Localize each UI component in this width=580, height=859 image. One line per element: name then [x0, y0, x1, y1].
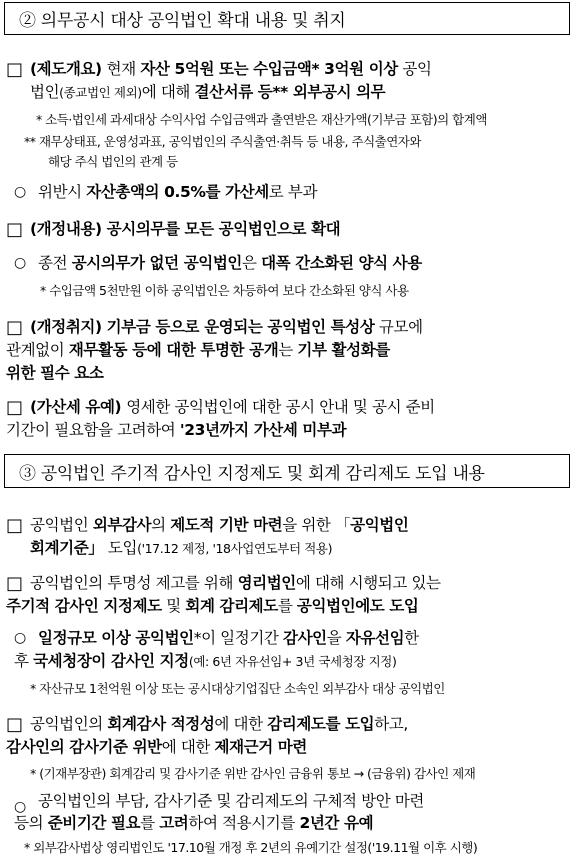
- text-run: 주기적 감사인 지정제도: [6, 597, 162, 615]
- text-run: 법인: [30, 83, 60, 101]
- text-run: 회계기준」: [30, 539, 104, 557]
- text-run: 한: [404, 629, 419, 647]
- section-3-title: ③ 공익법인 주기적 감사인 지정제도 및 회계 감리제도 도입 내용: [19, 463, 485, 484]
- square-bullet: □: [6, 59, 23, 80]
- section-2-title: ② 의무공시 대상 공익법인 확대 내용 및 취지: [19, 11, 346, 31]
- text-run: 에 대해: [141, 83, 195, 101]
- text-run: 제재근거 마련: [214, 738, 307, 756]
- text-run: 외부감사: [92, 516, 152, 534]
- text-run: 대폭 간소화된 양식 사용: [261, 254, 422, 272]
- text-run: (개정내용): [30, 220, 107, 238]
- text-run: '23년까지 가산세 미부과: [179, 421, 347, 439]
- text-run: ('17.12 제정, '18사업연도부터 적용): [137, 541, 333, 556]
- s3-item2-line2: [6, 595, 419, 618]
- text-run: 자산 5억원 또는 수입금액: [140, 60, 312, 78]
- text-run: 회계 감리제도: [185, 597, 278, 615]
- text-run: *: [311, 60, 325, 78]
- text-run: 는: [278, 341, 298, 359]
- text-run: 재무활동 등에 대한 투명한 공개: [68, 341, 279, 359]
- s3-item3-line2: [14, 650, 396, 673]
- circle-bullet: ○: [14, 184, 26, 200]
- s2-item1-note2a: ** 재무상태표, 운영성과표, 공익법인의 주식출연·취득 등 내용, 주식출연자와: [24, 134, 421, 149]
- text-run: 2년간 유예: [299, 814, 374, 832]
- text-run: 및: [161, 597, 186, 615]
- text-run: 공익법인: [350, 516, 409, 534]
- text-run: 하고,: [374, 715, 408, 733]
- text-run: 영리법인: [237, 574, 296, 592]
- text-run: (가산세 유예): [30, 398, 127, 416]
- text-run: 을 위한 「: [282, 516, 351, 534]
- text-run: 종전: [38, 254, 72, 272]
- text-run: (제도개요): [30, 60, 107, 78]
- text-run: *이 일정기간: [193, 629, 284, 647]
- s2-item1-note2b: 해당 주식 법인의 관계 등: [48, 154, 178, 169]
- text-run: 에 대해 시행되고 있는: [295, 574, 441, 592]
- text-run: 위반시: [38, 183, 87, 201]
- text-run: 기간이 필요함을 고려하여: [6, 421, 180, 439]
- text-run: 의: [151, 516, 171, 534]
- s3-item4-line1: [30, 713, 408, 736]
- s3-item5-line1: [38, 790, 424, 813]
- s2-item4-note: * 수입금액 5천만원 이하 공익법인은 차등하여 보다 간소화된 양식 사용: [40, 283, 409, 298]
- text-run: 로 부과: [268, 183, 318, 201]
- text-run: 에 대한: [214, 715, 268, 733]
- s3-item1-line2: [30, 537, 332, 560]
- text-run: 자산총액의 0.5%를 가산세: [86, 183, 269, 201]
- s2-item1-line1: [30, 58, 432, 81]
- s2-item1-note1: * 소득·법인세 과세대상 수익사업 수입금액과 출연받은 재산가액(기부금 포함)의 합계액: [36, 112, 487, 127]
- text-run: 회계감사 적정성: [107, 715, 215, 733]
- s2-item5-line1: [30, 316, 423, 339]
- text-run: 하여 적용시기를: [188, 814, 300, 832]
- text-run: 위한 필수 요소: [6, 364, 104, 382]
- text-run: 공익법인의 부담, 감사기준 및 감리제도의 구체적 방안 마련: [38, 792, 424, 810]
- circle-bullet: ○: [14, 799, 26, 815]
- text-run: (예: 6년 자유선임+ 3년 국세청장 지정): [188, 654, 397, 669]
- text-run: 감사인의 감사기준 위반: [6, 738, 162, 756]
- text-run: 공익법인의 투명성 제고를 위해: [30, 574, 238, 592]
- s3-item4-note: * (기재부장관) 회계감리 및 감사기준 위반 감사인 금융위 통보 → (금융위) 감사인 제재: [30, 766, 476, 781]
- text-run: (개정취지): [30, 318, 107, 336]
- s3-item5-line2: [14, 812, 373, 835]
- text-run: 은: [241, 254, 262, 272]
- s3-item5-note: * 외부감사법상 영리법인도 '17.10월 개정 후 2년의 유예기간 설정('19.11월 이후 시행): [24, 840, 478, 855]
- text-run: 기부 활성화를: [297, 341, 390, 359]
- s2-item1-line2: [30, 81, 385, 104]
- text-run: 관계없이: [6, 341, 69, 359]
- s3-item3-note: * 자산규모 1천억원 이상 또는 공시대상기업집단 소속인 외부감사 대상 공익법인: [30, 681, 445, 696]
- text-run: 를: [277, 597, 297, 615]
- section-3-header: [4, 454, 570, 488]
- s2-item3-line1: [30, 218, 340, 241]
- text-run: 공익: [397, 60, 432, 78]
- text-run: 일정규모 이상 공익법인: [38, 629, 194, 647]
- circle-bullet: ○: [14, 255, 26, 271]
- text-run: 을: [326, 629, 346, 647]
- text-run: 자유선임: [345, 629, 405, 647]
- square-bullet: □: [6, 317, 23, 338]
- square-bullet: □: [6, 219, 23, 240]
- text-run: 를: [140, 814, 160, 832]
- text-run: 영세한 공익법인에 대한 공시 안내 및 공시 준비: [126, 398, 435, 416]
- square-bullet: □: [6, 515, 23, 536]
- text-run: 후: [14, 652, 34, 670]
- s2-item5-line3: [6, 362, 103, 385]
- text-run: 감리제도를 도입: [267, 715, 375, 733]
- text-run: 공익법인에도 도입: [296, 597, 419, 615]
- s3-item1-line1: [30, 514, 408, 537]
- text-run: 감사인: [283, 629, 327, 647]
- s3-item3-line1: [38, 627, 419, 650]
- text-run: **: [272, 83, 293, 101]
- square-bullet: □: [6, 573, 23, 594]
- s3-item4-line2: [6, 736, 307, 759]
- circle-bullet: ○: [14, 630, 26, 646]
- text-run: 외부공시 의무: [292, 83, 386, 101]
- text-run: 3억원 이상: [324, 60, 398, 78]
- text-run: 규모에: [374, 318, 423, 336]
- text-run: 공익법인: [30, 516, 93, 534]
- s2-item2-line1: [38, 181, 317, 204]
- s2-item5-line2: [6, 339, 390, 362]
- section-2-header: [4, 2, 570, 35]
- text-run: 공시의무를 모든 공익법인으로 확대: [106, 220, 341, 238]
- s2-item4-line1: [38, 252, 422, 275]
- text-run: 기부금 등으로 운영되는 공익법인 특성상: [106, 318, 375, 336]
- text-run: 등의: [14, 814, 48, 832]
- text-run: 국세청장이 감사인 지정: [33, 652, 189, 670]
- square-bullet: □: [6, 714, 23, 735]
- text-run: 에 대한: [161, 738, 215, 756]
- text-run: (종교법인 제외): [59, 85, 142, 100]
- text-run: 도입: [103, 539, 138, 557]
- s2-item6-line2: [6, 419, 346, 442]
- text-run: 제도적 기반 마련: [170, 516, 283, 534]
- text-run: 결산서류 등: [194, 83, 273, 101]
- text-run: 준비기간 필요: [47, 814, 141, 832]
- s3-item2-line1: [30, 572, 441, 595]
- s2-item6-line1: [30, 396, 435, 419]
- square-bullet: □: [6, 397, 23, 418]
- text-run: 고려: [159, 814, 189, 832]
- text-run: 공시의무가 없던 공익법인: [71, 254, 242, 272]
- text-run: 현재: [106, 60, 141, 78]
- text-run: 공익법인의: [30, 715, 108, 733]
